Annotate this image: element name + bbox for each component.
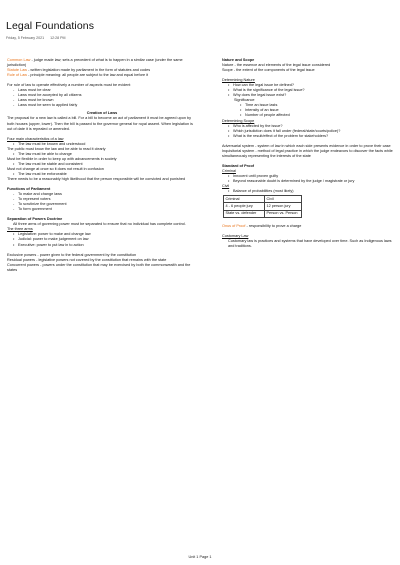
civil-heading: Civil <box>222 184 230 189</box>
page-date: Friday, 5 February 2021 <box>6 36 45 40</box>
rule-of-law-def: Rule of Law - principle meaning: all people are subject to the law and equal before it <box>7 73 149 78</box>
inquisitorial-system: Inquisitorial system - method of legal practice in which the judge endeavors to discover the facts while simultaneously representing the interests of the state <box>222 148 393 158</box>
adversarial-system: Adversarial system - system of law in which each side presents evidence in order to prove their case <box>222 143 391 148</box>
note-text: Must be flexible in order to keep up with advancements in society <box>7 156 117 161</box>
section-heading: Four main characteristics of a law <box>7 136 64 141</box>
residual-powers: Residual powers - legislative powers not covered by the constitution that remains with the state <box>7 257 167 262</box>
list-item: • Legislative: power to make and change law <box>7 232 197 237</box>
list-item: - Laws must be clear <box>7 88 197 93</box>
nature-line: Nature - the essence and elements of the legal issue considered <box>222 63 331 68</box>
list-item: • Executive: power to put law in to action <box>7 243 197 248</box>
list-item: • Who is affected by the issue? <box>222 124 394 129</box>
list-item: - Laws must be known <box>7 98 197 103</box>
table-row <box>224 203 302 210</box>
list-item: • Why does the legal issue exist? <box>222 93 394 98</box>
list-item: • Intensity of an issue <box>222 108 394 113</box>
customary-text: Customary law is practices and systems that have developed over time. Such as Indigenous laws and traditions. <box>228 238 392 248</box>
section-heading: Separation of Powers Doctrine <box>7 217 63 222</box>
list-item: - To scrutinize the government <box>7 202 197 207</box>
table-cell: Criminal <box>224 196 265 203</box>
note-text: There needs to be a reasonably high likelihood that the person responsible will be convicted and punished <box>7 176 186 181</box>
list-item: - To make and change laws <box>7 192 197 197</box>
section-heading: Functions of Parliament <box>7 187 51 192</box>
statute-law-term: Statute Law <box>7 68 28 73</box>
statute-law-def: Statute Law - written legislation made by parliament in the form of statutes and codes <box>7 68 151 73</box>
list-item: - To represent voters <box>7 197 197 202</box>
common-law-def: Common Law - judge made law; sets a precedent of what is to happen in a similar case (under the same jurisdiction) <box>7 58 183 68</box>
list-item: - To form government <box>7 207 197 212</box>
list-item: - Laws must be seen to applied fairly <box>7 103 197 108</box>
list-item: • Balance of probabilities (most likely) <box>222 189 394 194</box>
section-heading: Creation of Laws <box>86 111 118 116</box>
page-time: 12:28 PM <box>50 36 66 40</box>
list-item: • Judicial: power to make judgement on law <box>7 237 197 242</box>
list-item: • How can the legal issue be defined? <box>222 83 394 88</box>
list-item: • What is the significance of the legal issue? <box>222 88 394 93</box>
list-item: • The law must be enforceable <box>7 172 197 177</box>
common-law-term: Common Law <box>7 58 31 62</box>
creation-text: The proposal for a new law is called a bill. For a bill to become an act of parliament it must be agreed upon by both houses (upper, lower). Then the bill is passed to the governor general for royal assent. When legislation is out of date it is repealed or amended. <box>7 116 193 131</box>
list-item: • Innocent until proven guilty <box>222 174 394 179</box>
significance-label: Significance <box>234 98 255 103</box>
table-row <box>224 210 302 217</box>
onus-of-proof-term: Onus of Proof <box>222 223 246 228</box>
page-timestamp <box>6 36 65 40</box>
rule-intro: For rule of law to operate effectively a number of aspects must be evident <box>7 83 131 88</box>
exclusive-powers: Exclusive powers - power given to the federal government by the constitution <box>7 252 137 257</box>
section-heading: Standard of Proof <box>222 163 255 168</box>
list-item: • Time an issue lasts <box>222 103 394 108</box>
rule-of-law-term: Rule of Law <box>7 73 28 78</box>
note-text: The public must know the law and be able to read it clearly <box>7 146 106 151</box>
page-footer: Unit 1 Page 1 <box>188 555 212 559</box>
list-item: • What is the result/effect of the problem for stakeholders? <box>222 134 394 139</box>
right-column <box>222 58 394 249</box>
section-heading: The three arms <box>7 227 33 232</box>
section-heading: Determining Nature <box>222 78 255 83</box>
list-item: - Laws must be accepted by all citizens <box>7 93 197 98</box>
list-item: • Which jurisdiction does it fall under (federal/state/courts/police)? <box>222 129 394 134</box>
section-heading: Customary Law <box>222 233 249 238</box>
table-row <box>224 196 302 203</box>
left-column <box>7 58 197 273</box>
list-item: • The law must be stable and consistent <box>7 162 197 167</box>
criminal-heading: Criminal <box>222 168 236 173</box>
table-cell: State vs. defender <box>224 210 265 217</box>
scope-line: Scope - the extent of the components of the legal issue <box>222 68 315 73</box>
note-text: Must not change at once so it does not result in confusion <box>7 166 104 171</box>
section-heading: Determining Scope <box>222 118 255 123</box>
section-heading: Nature and Scope <box>222 58 255 62</box>
separation-text: All three arms of governing power must be separated to ensure that no individual has complete control. <box>13 222 186 227</box>
table-cell: Person vs. Person <box>265 210 302 217</box>
comparison-table <box>223 195 302 218</box>
list-item: • Number of people affected <box>222 113 394 118</box>
table-cell: 12 person jury <box>265 203 302 210</box>
table-cell: Civil <box>265 196 302 203</box>
list-item: • The law must be known and understood <box>7 142 197 147</box>
page-title: Legal Foundations <box>6 20 95 32</box>
table-cell: 4 - 6 people jury <box>224 203 265 210</box>
concurrent-powers: Concurrent powers - powers under the constitution that may be exercised by both the commonwealth and the states <box>7 262 191 272</box>
list-item: • The law must be able to change <box>7 152 197 157</box>
onus-of-proof-def: Onus of Proof - responsibility to prove a charge <box>222 223 302 228</box>
list-item: • Beyond reasonable doubt is determined by the judge / magistrate or jury <box>222 179 394 184</box>
